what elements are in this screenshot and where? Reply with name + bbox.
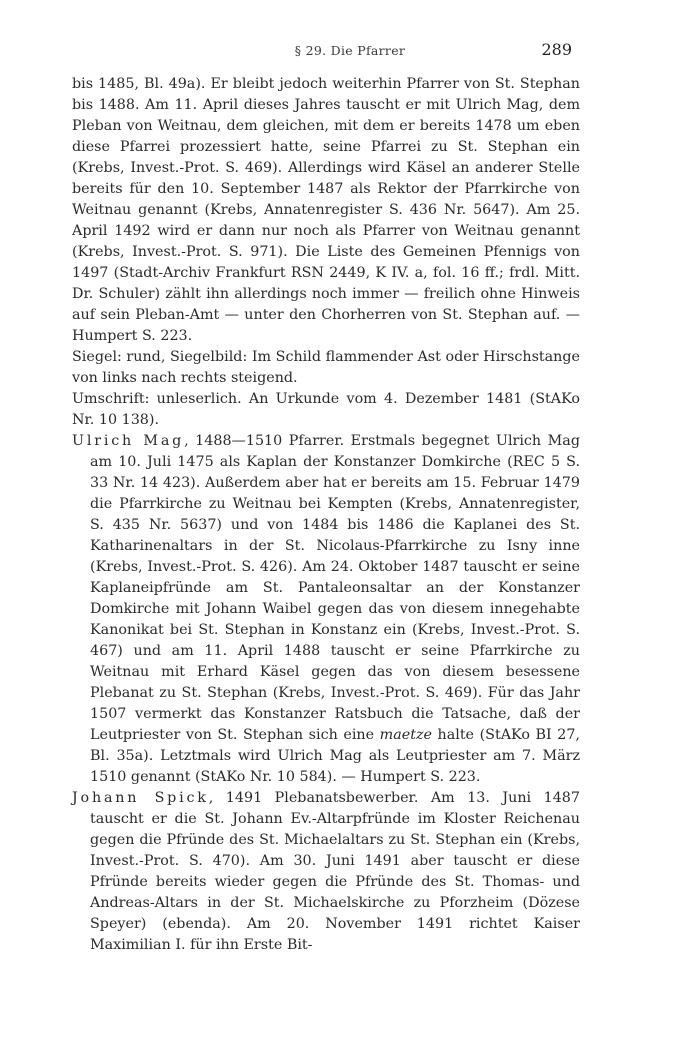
entry-ulrich-mag [72, 431, 580, 788]
entry-paragraph [72, 788, 580, 956]
running-head [0, 40, 700, 64]
seal-description: Siegel: rund, Siegelbild: Im Schild flammender Ast oder Hirschstange von links nach rechts steigend. [72, 349, 580, 386]
body-text [72, 74, 580, 956]
page-number: 289 [541, 40, 572, 59]
entry-johann-spick [72, 788, 580, 956]
italic-term: maetze [379, 727, 432, 743]
entry-text: , 1491 Plebanatsbewerber. Am 13. Juni 1487 tauscht er die St. Johann Ev.-Altarpfründe im Kloster Reichenau gegen die Pfründe des St. Michaelaltars zu St. Stephan ein (Krebs, Invest.-Prot. S. 470). Am 30. Juni 1491 aber tauscht er diese Pfründe bereits wieder gegen die Pfründe des St. Thomas- und Andreas-Altars in der St. Michaelskirche zu Pforzheim (Dözese Speyer) (ebenda). Am 20. November 1491 richtet Kaiser Maximilian I. für ihn Erste Bit- [90, 790, 580, 953]
continuation-block [72, 74, 580, 431]
entry-paragraph [72, 431, 580, 788]
entry-text: , 1488—1510 Pfarrer. Erstmals begegnet Ulrich Mag am 10. Juli 1475 als Kaplan der Konstanzer Domkirche (REC 5 S. 33 Nr. 14 423). Außerdem aber hat er bereits am 15. Februar 1479 die Pfarrkirche zu Weitnau bei Kempten (Krebs, Annatenregister, S. 435 Nr. 5637) und von 1484 bis 1486 die Kaplanei des St. Katharinenaltars in der St. Nicolaus-Pfarrkirche zu Isny inne (Krebs, Invest.-Prot. S. 426). Am 24. Oktober 1487 tauscht er seine Kaplaneipfründe am St. Pantaleonsaltar an der Konstanzer Domkirche mit Johann Waibel gegen das von diesem innegehabte Kanonikat bei St. Stephan in Konstanz ein (Krebs, Invest.-Prot. S. 467) und am 11. April 1488 tauscht er seine Pfarrkirche zu Weitnau mit Erhard Käsel gegen das von diesem besessene Plebanat zu St. Stephan (Krebs, Invest.-Prot. S. 469). Für das Jahr 1507 vermerkt das Konstanzer Ratsbuch die Tatsache, daß der Leutpriester von St. Stephan sich eine [90, 433, 580, 743]
entry-text-continued: halte (StAKo BI 27, Bl. 35a). Letztmals wird Ulrich Mag als Leutpriester am 7. März 1510 genannt (StAKo Nr. 10 584). — Humpert S. 223. [90, 727, 580, 785]
section-heading: § 29. Die Pfarrer [294, 43, 406, 58]
entry-name: Ulrich Mag [72, 433, 185, 449]
seal-inscription: Umschrift: unleserlich. An Urkunde vom 4. Dezember 1481 (StAKo Nr. 10 138). [72, 391, 580, 428]
continuation-paragraph: bis 1485, Bl. 49a). Er bleibt jedoch weiterhin Pfarrer von St. Stephan bis 1488. Am 11. April dieses Jahres tauscht er mit Ulrich Mag, dem Pleban von Weitnau, dem gleichen, mit dem er bereits 1478 um eben diese Pfarrei prozessiert hatte, seine Pfarrei zu St. Stephan ein (Krebs, Invest.-Prot. S. 469). Allerdings wird Käsel an anderer Stelle bereits für den 10. September 1487 als Rektor der Pfarrkirche von Weitnau genannt (Krebs, Annatenregister S. 436 Nr. 5647). Am 25. April 1492 wird er dann nur noch als Pfarrer von Weitnau genannt (Krebs, Invest.-Prot. S. 971). Die Liste des Gemeinen Pfennigs von 1497 (Stadt-Archiv Frankfurt RSN 2449, K IV. a, fol. 16 ff.; frdl. Mitt. Dr. Schuler) zählt ihn allerdings noch immer — freilich ohne Hinweis auf sein Pleban-Amt — unter den Chorherren von St. Stephan auf. — Humpert S. 223. [72, 76, 580, 344]
entry-name: Johann Spick [72, 790, 209, 806]
